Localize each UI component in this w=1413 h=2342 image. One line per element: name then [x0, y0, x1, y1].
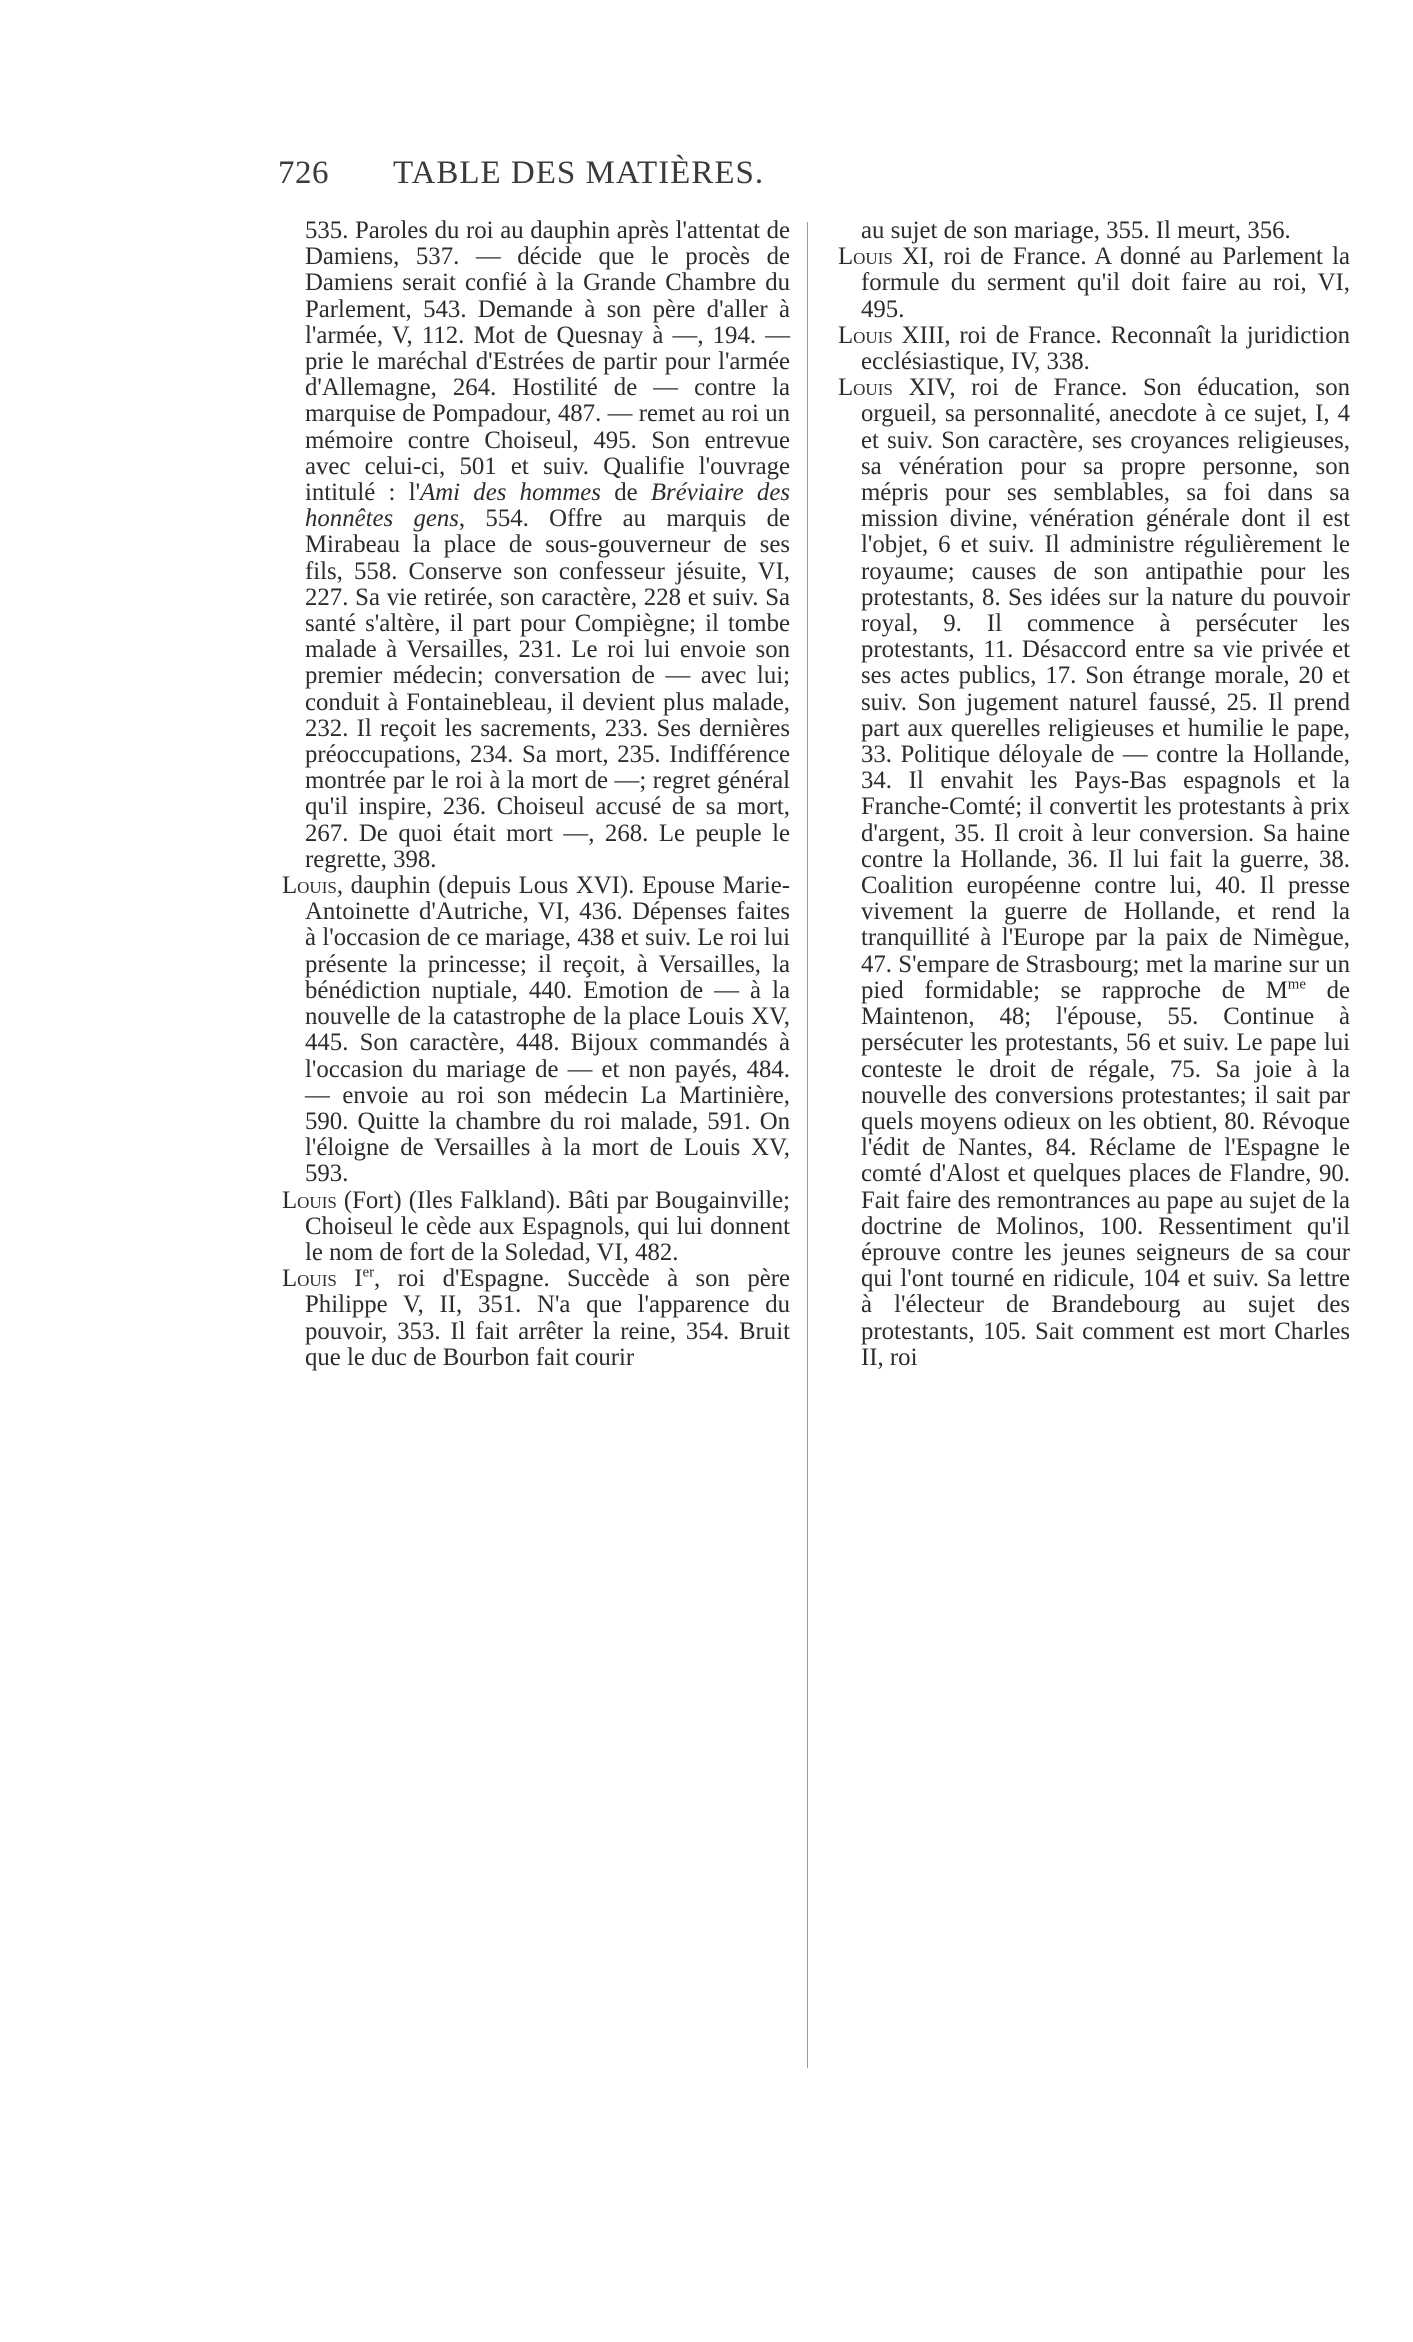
- index-entry: [282, 218, 790, 873]
- page-header: [278, 155, 990, 199]
- page-title: TABLE DES MATIÈRES.: [393, 155, 765, 191]
- entry-headword: Louis: [838, 321, 893, 349]
- entry-text: au sujet de son mariage, 355. Il meurt, 356.: [861, 217, 1291, 244]
- entry-italic: Ami des hommes: [420, 479, 601, 507]
- entry-headword: Louis: [282, 1186, 337, 1214]
- entry-text: XI, roi de France. A donné au Parlement la formule du serment qu'il doit faire au roi, VI, 495.: [861, 243, 1350, 323]
- page-number: 726: [278, 155, 329, 191]
- column-divider: [807, 222, 808, 2068]
- index-entry: [282, 873, 790, 1187]
- index-entry: [838, 218, 1350, 244]
- index-entry: Louis Ier, roi d'Espagne. Succède à son père Philippe V, II, 351. N'a que l'apparence du pouvoir, 353. Il fait arrêter la reine, 354. Bruit que le duc de Bourbon fait courir: [282, 1264, 790, 1371]
- index-entry: [838, 375, 1350, 1371]
- left-column: [282, 218, 790, 1371]
- index-entry: [838, 323, 1350, 375]
- entry-text: , 554. Offre au marquis de Mirabeau la place de sous-gouverneur de ses fils, 558. Conserve son confesseur jésuite, VI, 227. Sa vie retirée, son caractère, 228 et suiv. Sa santé s'altère, il part pour Compiègne; il tombe malade à Versailles, 231. Le roi lui envoie son premier médecin; conversation de — avec lui; conduit à Fontainebleau, il devient plus malade, 232. Il reçoit les sacrements, 233. Ses dernières préoccupations, 234. Sa mort, 235. Indifférence montrée par le roi à la mort de —; regret général qu'il inspire, 236. Choiseul accusé de sa mort, 267. De quoi était mort —, 268. Le peuple le regrette, 398.: [305, 505, 790, 873]
- entry-italic: Bréviaire des honnêtes gens: [305, 479, 790, 533]
- right-column: [838, 218, 1350, 1371]
- entry-headword: Louis: [282, 872, 337, 900]
- entry-text: , dauphin (depuis Lous XVI). Epouse Marie-Antoinette d'Autriche, VI, 436. Dépenses faites à l'occasion de ce mariage, 438 et suiv. Le roi lui présente la princesse; il reçoit, à Versailles, la bénédiction nuptiale, 440. Emotion de — à la nouvelle de la catastrophe de la place Louis XV, 445. Son caractère, 448. Bijoux commandés à l'occasion du mariage de — et non payés, 484. — envoie au roi son médecin La Martinière, 590. Quitte la chambre du roi malade, 591. On l'éloigne de Versailles à la mort de Louis XV, 593.: [305, 872, 790, 1188]
- entry-text: XIV, roi de France. Son éducation, son orgueil, sa personnalité, anecdote à ce sujet, I, 4 et suiv. Son caractère, ses croyances religieuses, sa vénération pour sa propre personne, son mépris pour ses semblables, sa foi dans sa mission divine, vénération générale dont il est l'objet, 6 et suiv. Il administre régulièrement le royaume; causes de son antipathie pour les protestants, 8. Ses idées sur la nature du pouvoir royal, 9. Il commence à persécuter les protestants, 11. Désaccord entre sa vie privée et ses actes publics, 17. Son étrange morale, 20 et suiv. Son jugement naturel faussé, 25. Il prend part aux querelles religieuses et humilie le pape, 33. Politique déloyale de — contre la Hollande, 34. Il envahit les Pays-Bas espagnols et la Franche-Comté; il convertit les protestants à prix d'argent, 35. Il croit à leur conversion. Sa haine contre la Hollande, 36. Il lui fait la guerre, 38. Coalition européenne contre lui, 40. Il presse vivement la guerre de Hollande, et rend la tranquillité à l'Europe par la paix de Nimègue, 47. S'empare de Strasbourg; met la marine sur un pied formidable; se rapproche de M: [861, 374, 1350, 1004]
- index-entry: [282, 1188, 790, 1267]
- entry-text: (Fort) (Iles Falkland). Bâti par Bougainville; Choiseul le cède aux Espagnols, qui lui donnent le nom de fort de la Soledad, VI, 482.: [305, 1186, 790, 1266]
- entry-superscript: me: [1287, 976, 1306, 993]
- index-entry: [838, 244, 1350, 323]
- entry-text: de Maintenon, 48; l'épouse, 55. Continue à persécuter les protestants, 56 et suiv. Le pape lui conteste le droit de régale, 75. Sa joie à la nouvelle des conversions protestantes; il sait par quels moyens odieux on les obtient, 80. Révoque l'édit de Nantes, 84. Réclame de l'Espagne le comté d'Alost et quelques places de Flandre, 90. Fait faire des remontrances au pape au sujet de la doctrine de Molinos, 100. Ressentiment qu'il éprouve contre les jeunes seigneurs de sa cour qui l'ont tourné en ridicule, 104 et suiv. Sa lettre à l'électeur de Brandebourg au sujet des protestants, 105. Sait comment est mort Charles II, roi: [861, 976, 1350, 1371]
- entry-text: , roi d'Espagne. Succède à son père Philippe V, II, 351. N'a que l'apparence du pouvoir, 353. Il fait arrêter la reine, 354. Bruit que le duc de Bourbon fait courir: [305, 1265, 790, 1371]
- entry-headword: Louis: [282, 1265, 337, 1293]
- entry-headword: Louis: [838, 243, 893, 271]
- entry-text: XIII, roi de France. Reconnaît la juridiction ecclésiastique, IV, 338.: [861, 321, 1350, 376]
- entry-headword: Louis: [838, 374, 893, 402]
- entry-text: de: [600, 479, 651, 507]
- entry-superscript: er: [362, 1264, 375, 1281]
- entry-text: 535. Paroles du roi au dauphin après l'attentat de Damiens, 537. — décide que le procès de Damiens serait confié à la Grande Chambre du Parlement, 543. Demande à son père d'aller à l'armée, V, 112. Mot de Quesnay à —, 194. — prie le maréchal d'Estrées de partir pour l'armée d'Allemagne, 264. Hostilité de — contre la marquise de Pompadour, 487. — remet au roi un mémoire contre Choiseul, 495. Son entrevue avec celui-ci, 501 et suiv. Qualifie l'ouvrage intitulé : l': [305, 217, 790, 507]
